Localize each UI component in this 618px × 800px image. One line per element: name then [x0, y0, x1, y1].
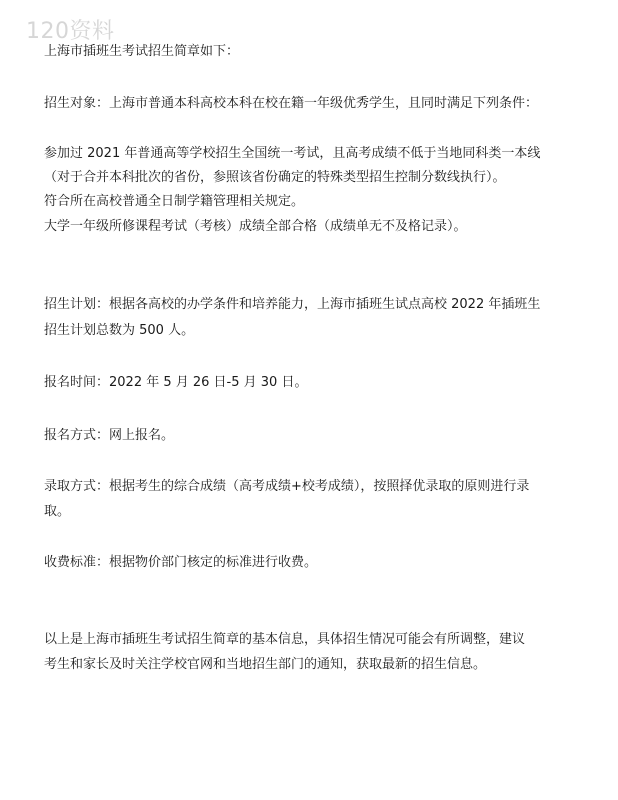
condition-line: （对于合并本科批次的省份，参照该省份确定的特殊类型招生控制分数线执行）。: [44, 170, 506, 185]
summary-line: 以上是上海市插班生考试招生简章的基本信息，具体招生情况可能会有所调整，建议: [44, 632, 526, 647]
intro-line: 上海市插班生考试招生简章如下：: [44, 44, 240, 59]
watermark-logo-text: 120资料: [26, 19, 115, 44]
registration-time-line: 报名时间：2022 年 5 月 26 日-5 月 30 日。: [44, 375, 308, 390]
fee-line: 收费标准：根据物价部门核定的标准进行收费。: [44, 555, 318, 570]
summary-line: 考生和家长及时关注学校官网和当地招生部门的通知，获取最新的招生信息。: [44, 657, 487, 672]
registration-method-line: 报名方式：网上报名。: [44, 428, 175, 443]
condition-line: 符合所在高校普通全日制学籍管理相关规定。: [44, 194, 305, 209]
condition-line: 参加过 2021 年普通高等学校招生全国统一考试，且高考成绩不低于当地同科类一本线: [44, 146, 541, 161]
admission-line: 录取方式：根据考生的综合成绩（高考成绩+校考成绩），按照择优录取的原则进行录: [44, 479, 530, 494]
condition-line: 大学一年级所修课程考试（考核）成绩全部合格（成绩单无不及格记录）。: [44, 219, 467, 234]
plan-line: 招生计划：根据各高校的办学条件和培养能力，上海市插班生试点高校 2022 年插班生: [44, 297, 541, 312]
plan-line: 招生计划总数为 500 人。: [44, 323, 195, 338]
target-line: 招生对象：上海市普通本科高校本科在校在籍一年级优秀学生，且同时满足下列条件：: [44, 96, 539, 111]
admission-line: 取。: [44, 504, 71, 519]
